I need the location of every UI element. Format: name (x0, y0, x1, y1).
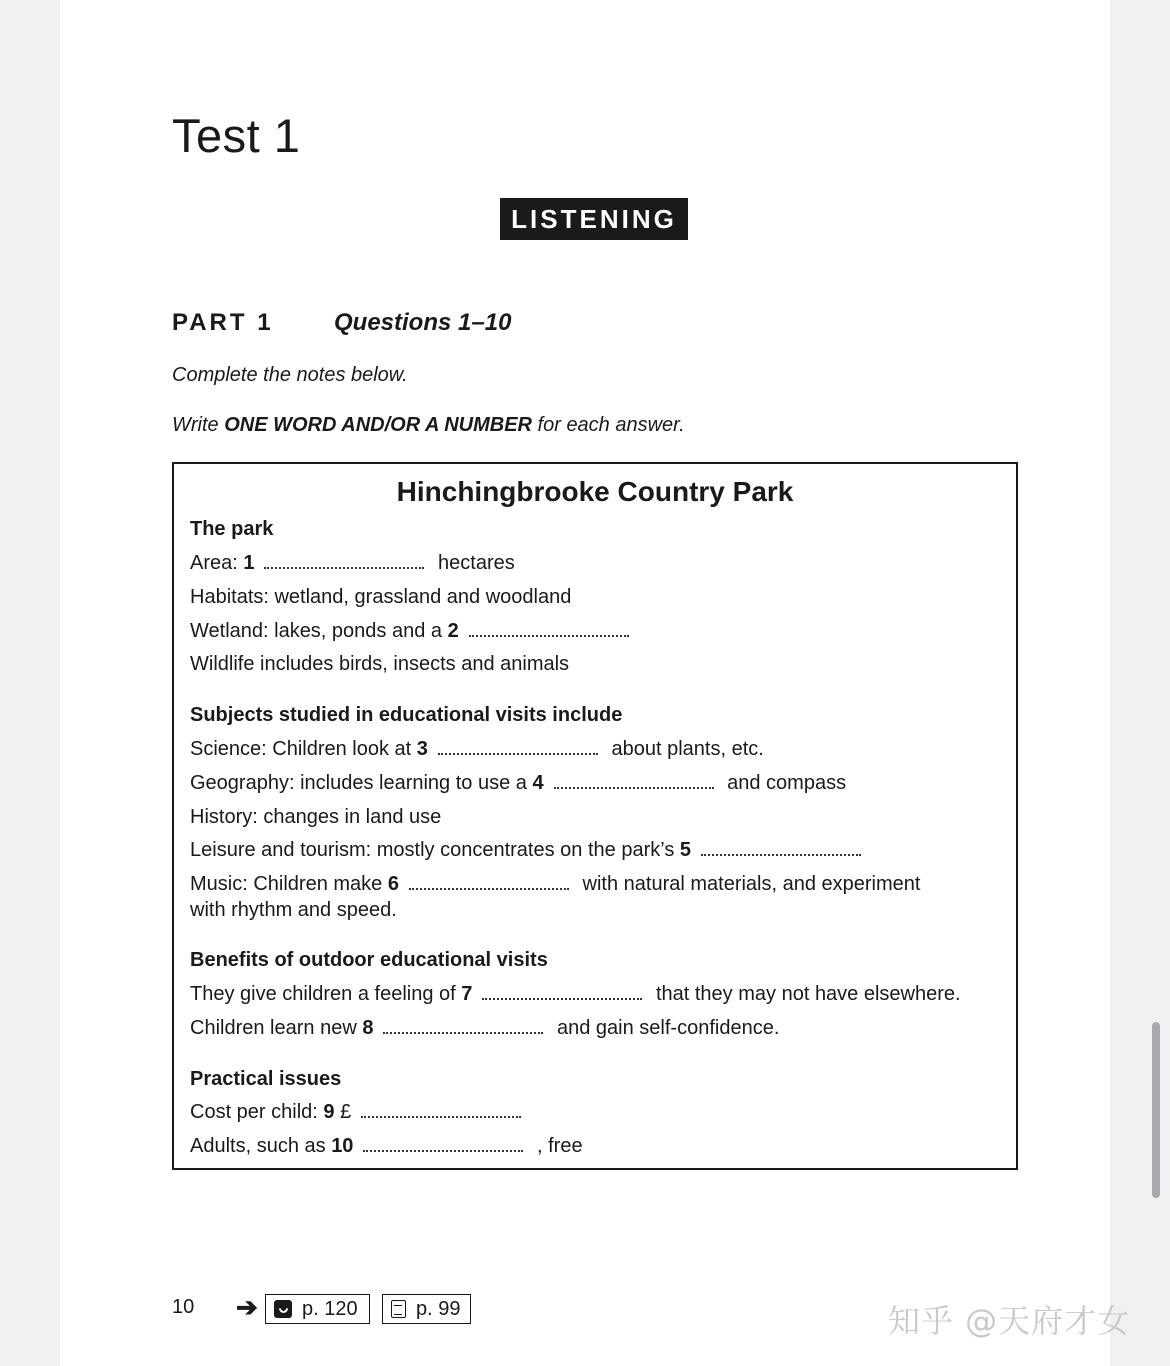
section-heading-practical: Practical issues (190, 1068, 342, 1090)
question-number: 7 (461, 983, 473, 1005)
answer-blank-1[interactable] (264, 563, 424, 569)
question-number: 6 (387, 873, 399, 895)
instruction-complete: Complete the notes below. (172, 364, 408, 386)
section-badge: LISTENING (500, 198, 688, 240)
note-line: Wildlife includes birds, insects and animals (190, 653, 570, 675)
audio-icon (274, 1300, 292, 1318)
note-line-q8: Children learn new 8 and gain self-confidence. (190, 1017, 780, 1039)
page-number: 10 (172, 1296, 195, 1318)
note-line-q1: Area: 1 hectares (190, 552, 515, 574)
answer-blank-4[interactable] (554, 783, 714, 789)
scrollbar-thumb[interactable] (1152, 1022, 1160, 1198)
question-number: 4 (532, 772, 544, 794)
question-number: 10 (331, 1135, 354, 1157)
questions-range: Questions 1–10 (334, 309, 512, 336)
instruction-write-bold: ONE WORD AND/OR A NUMBER (224, 414, 532, 436)
section-heading-benefits: Benefits of outdoor educational visits (190, 949, 548, 971)
question-number: 3 (416, 738, 428, 760)
note-line-q2: Wetland: lakes, ponds and a 2 (190, 620, 637, 643)
question-number: 8 (362, 1017, 374, 1039)
instruction-write (172, 414, 685, 437)
question-number: 1 (243, 552, 255, 574)
audio-page-reference[interactable] (265, 1294, 370, 1324)
transcript-page-ref-text: p. 99 (416, 1297, 461, 1320)
question-number: 2 (447, 620, 459, 642)
notes-title: Hinchingbrooke Country Park (396, 476, 794, 507)
note-line: Habitats: wetland, grassland and woodland (190, 586, 572, 608)
answer-blank-3[interactable] (438, 749, 598, 755)
answer-blank-7[interactable] (482, 994, 642, 1000)
part-label: PART 1 (172, 309, 274, 336)
note-line-q10: Adults, such as 10 , free (190, 1135, 583, 1157)
section-heading-park: The park (190, 518, 274, 540)
answer-blank-10[interactable] (363, 1146, 523, 1152)
instruction-write-pre: Write (172, 414, 225, 436)
test-title: Test 1 (172, 109, 301, 162)
answer-blank-8[interactable] (383, 1028, 543, 1034)
note-line-q3: Science: Children look at 3 about plants, etc. (190, 738, 764, 760)
transcript-page-reference[interactable] (382, 1294, 471, 1324)
document-page (60, 0, 1110, 1366)
answer-blank-2[interactable] (469, 631, 629, 637)
answer-blank-6[interactable] (409, 884, 569, 890)
answer-blank-5[interactable] (701, 850, 861, 856)
note-line-q6: Music: Children make 6 with natural materials, and experiment (190, 873, 921, 895)
note-line-q4: Geography: includes learning to use a 4 and compass (190, 772, 847, 794)
instruction-write-post: for each answer. (531, 414, 685, 436)
note-line-q7: They give children a feeling of 7 that they may not have elsewhere. (190, 983, 961, 1005)
audio-page-ref-text: p. 120 (302, 1297, 358, 1320)
note-line-q9: Cost per child: 9 £ (190, 1101, 529, 1124)
answer-blank-9[interactable] (361, 1112, 521, 1118)
arrow-right-icon: ➔ (236, 1292, 258, 1322)
transcript-icon (391, 1300, 406, 1318)
question-number: 5 (679, 839, 691, 861)
watermark: 知乎 @天府才女 (888, 1302, 1131, 1340)
note-line: with rhythm and speed. (190, 899, 397, 921)
section-heading-subjects: Subjects studied in educational visits include (190, 704, 623, 726)
notes-box (172, 462, 1018, 1170)
note-line: History: changes in land use (190, 806, 442, 828)
question-number: 9 (323, 1101, 335, 1123)
note-line-q5: Leisure and tourism: mostly concentrates on the park’s 5 (190, 839, 869, 862)
